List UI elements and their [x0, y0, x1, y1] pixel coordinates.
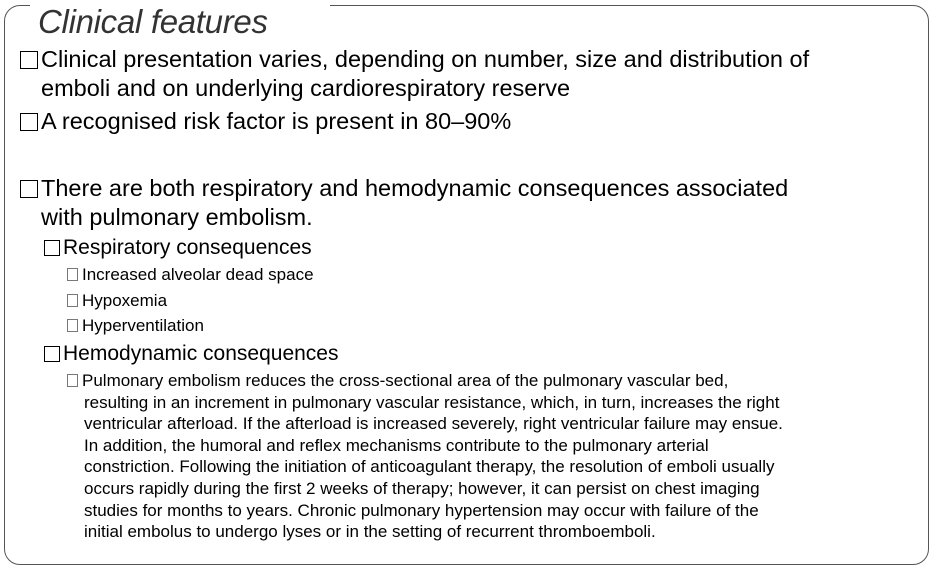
paragraph-line: initial embolus to undergo lyses or in the setting of recurrent thromboemboli.: [84, 522, 656, 542]
list-item: Increased alveolar dead space: [67, 263, 314, 287]
paragraph-line: studies for months to years. Chronic pulmonary hypertension may occur with failure of the: [84, 500, 759, 520]
paragraph-line: occurs rapidly during the first 2 weeks of therapy; however, it can persist on chest imaging: [84, 478, 760, 498]
bullet-risk-factor: A recognised risk factor is present in 80–90%: [20, 107, 511, 136]
bullet-box-icon: [67, 374, 78, 387]
bullet-clinical-presentation: Clinical presentation varies, depending on number, size and distribution of: [20, 45, 809, 74]
paragraph-line: Pulmonary embolism reduces the cross-sectional area of the pulmonary vascular bed,: [67, 370, 917, 392]
slide-title: Clinical features: [38, 3, 268, 40]
subheading-respiratory: Respiratory consequences: [44, 235, 312, 261]
bullet-box-icon: [67, 268, 78, 281]
list-item: Hyperventilation: [67, 314, 204, 338]
bullet-consequences: There are both respiratory and hemodynamic consequences associated: [20, 174, 788, 203]
bullet-box-icon: [67, 294, 78, 307]
paragraph-line: In addition, the humoral and reflex mechanisms contribute to the pulmonary arterial: [84, 435, 709, 455]
subheading-hemodynamic: Hemodynamic consequences: [44, 341, 338, 367]
bullet-consequences-cont: with pulmonary embolism.: [41, 204, 313, 230]
bullet-box-icon: [20, 113, 38, 131]
list-item: Hypoxemia: [67, 289, 167, 313]
bullet-box-icon: [67, 319, 78, 332]
bullet-box-icon: [20, 180, 38, 198]
bullet-box-icon: [44, 240, 60, 256]
hemodynamic-paragraph: [67, 370, 917, 543]
bullet-box-icon: [44, 346, 60, 362]
paragraph-line: resulting in an increment in pulmonary vascular resistance, which, in turn, increases the right: [84, 392, 780, 412]
paragraph-line: ventricular afterload. If the afterload is increased severely, right ventricular failure may ensue.: [84, 414, 783, 434]
bullet-box-icon: [20, 51, 38, 69]
paragraph-line: constriction. Following the initiation of anticoagulant therapy, the resolution of emboli usually: [84, 457, 775, 477]
bullet-clinical-presentation-cont: emboli and on underlying cardiorespiratory reserve: [41, 75, 571, 101]
